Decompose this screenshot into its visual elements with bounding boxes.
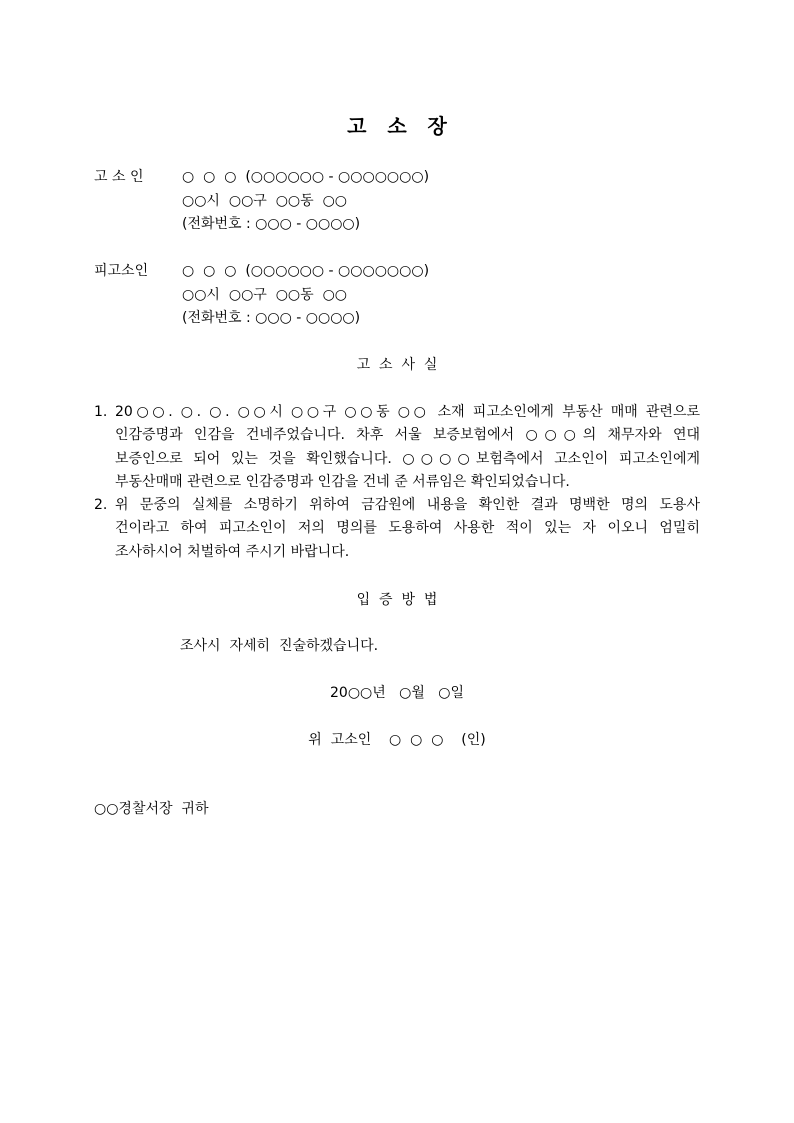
facts-item [94, 401, 700, 494]
facts-item-line: 건이라고 하여 피고소인이 저의 명의를 도용하여 사용한 적이 있는 자 이오니 엄밀히 [115, 520, 700, 537]
facts-item-line: 조사하시어 처벌하여 주시기 바랍니다. [115, 543, 350, 560]
document-date: 20○○년 ○월 ○일 [330, 685, 464, 701]
facts-item-line: 인감증명과 인감을 건네주었습니다. 차후 서울 보증보험에서 ○○○의 채무자와 연대 [115, 427, 700, 444]
complainant-address: ○○시 ○○구 ○○동 ○○ [182, 193, 347, 209]
facts-item-line: 보증인으로 되어 있는 것을 확인했습니다. ○○○○보험측에서 고소인이 피고소인에게 [115, 450, 700, 467]
facts-item [94, 494, 700, 564]
defendant-phone: (전화번호 : ○○○ - ○○○○) [182, 310, 361, 326]
evidence-heading: 입 증 방 법 [356, 592, 438, 608]
facts-item-number: 1. [94, 404, 108, 420]
facts-item-line: 부동산매매 관련으로 인감증명과 인감을 건네 준 서류임은 확인되었습니다. [115, 473, 570, 490]
addressee: ○○경찰서장 귀하 [94, 801, 209, 817]
defendant-address: ○○시 ○○구 ○○동 ○○ [182, 287, 347, 303]
complainant-phone: (전화번호 : ○○○ - ○○○○) [182, 216, 361, 232]
signature-line: 위 고소인 ○ ○ ○ (인) [308, 732, 486, 748]
evidence-text: 조사시 자세히 진술하겠습니다. [180, 638, 379, 654]
complainant-label: 고 소 인 [94, 169, 144, 185]
defendant-label: 피고소인 [94, 263, 149, 279]
facts-heading: 고 소 사 실 [356, 357, 438, 373]
facts-item-line: 20○○. ○. ○. ○○시 ○○구 ○○동 ○○ 소재 피고소인에게 부동산 매매 관련으로 [115, 404, 700, 420]
defendant-name-id: ○ ○ ○ (○○○○○○ - ○○○○○○○) [182, 263, 430, 279]
facts-item-line: 위 문중의 실체를 소명하기 위하여 금감원에 내용을 확인한 결과 명백한 명의 도용사 [115, 497, 700, 513]
document-title: 고 소 장 [347, 114, 447, 138]
facts-item-number: 2. [94, 497, 108, 513]
complainant-name-id: ○ ○ ○ (○○○○○○ - ○○○○○○○) [182, 169, 430, 185]
